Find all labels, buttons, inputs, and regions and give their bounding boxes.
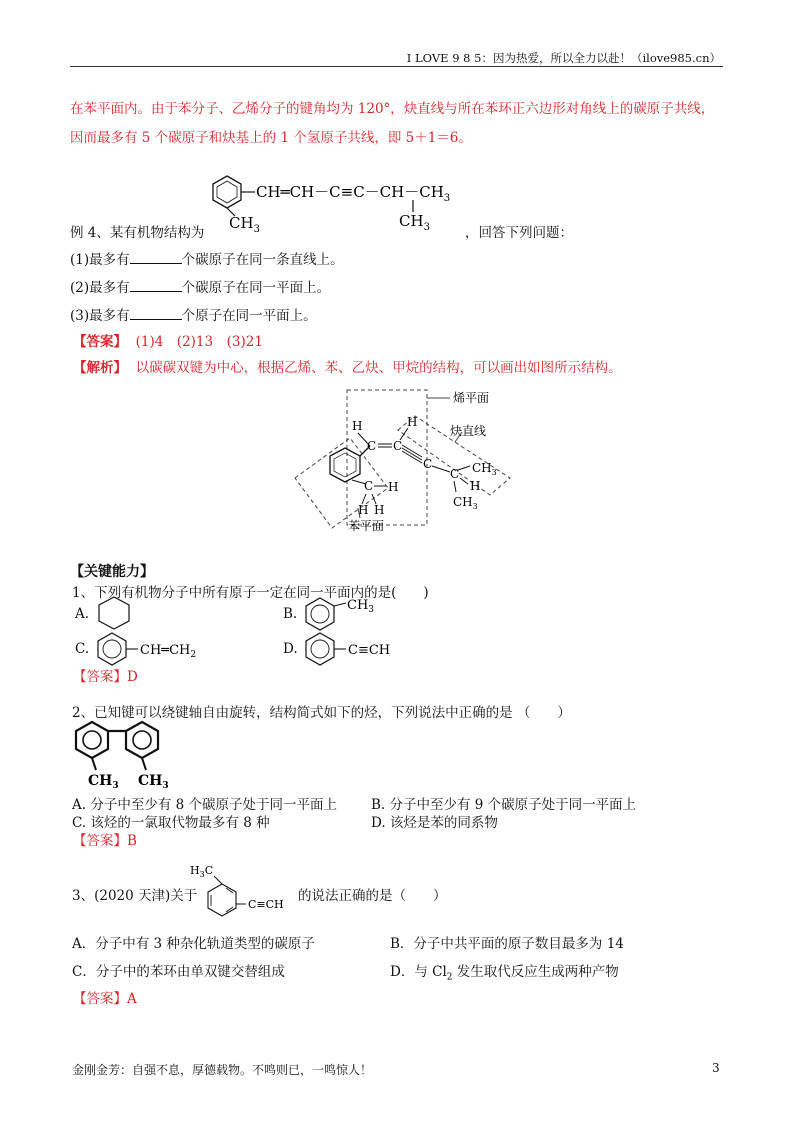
q1-option-c-label: C. <box>75 641 90 657</box>
q1-option-b-label: B. <box>283 606 298 622</box>
label-alkyne-line: 炔直线 <box>450 424 487 438</box>
svg-text:CH3: $CH_3$ <box>138 773 169 791</box>
formula-ring-methyl: $CH_3$ <box>229 214 260 235</box>
svg-text:C≡CH: C≡CH <box>348 643 391 658</box>
atom-h: H <box>407 415 418 429</box>
label-benzene-plane: 苯平面 <box>348 519 385 533</box>
q3-option-a: A．分子中有 3 种杂化轨道类型的碳原子 <box>72 936 315 952</box>
example4-analysis: 【解析】 以碳碳双键为中心，根据乙烯、苯、乙炔、甲烷的结构，可以画出如图所示结构。 <box>73 360 622 376</box>
svg-text:CH═CH2: $CH═CH_2$ <box>140 643 197 660</box>
q2-stem: 2、已知键可以绕键轴自由旋转，结构简式如下的烃，下列说法中正确的是 （ ） <box>72 705 571 721</box>
q1-option-b-structure <box>302 595 402 635</box>
q3-structure <box>188 862 298 926</box>
svg-text:CH3: $CH_3$ <box>347 598 375 615</box>
atom-ch3: $CH_3$ <box>453 495 478 511</box>
answer-blank[interactable] <box>130 251 182 264</box>
question-2: (2)最多有 个碳原子在同一平面上。 <box>70 280 331 296</box>
atom-h: H <box>352 419 363 433</box>
atom-c: C <box>423 457 433 471</box>
q2-structure <box>70 718 180 797</box>
header-rule <box>70 66 723 67</box>
planarity-diagram <box>290 380 515 540</box>
label-alkene-plane: 烯平面 <box>453 391 490 405</box>
formula-main-chain: $CH═CH-C\equiv C-CH-CH_3$ <box>256 183 451 204</box>
example4-stem-end: ，回答下列问题： <box>465 225 573 241</box>
atom-h: H <box>358 503 369 517</box>
page-header: I LOVE 9 8 5：因为热爱，所以全力以赴！（ilove985.cn） <box>406 51 721 65</box>
footer-motto: 金刚金芳：自强不息，厚德载物。不鸣则已，一鸣惊人！ <box>72 1063 373 1077</box>
q2-option-b: B. 分子中至少有 9 个碳原子处于同一平面上 <box>371 797 637 813</box>
q3-stem-end: 的说法正确的是（ ） <box>298 888 447 904</box>
example4-structure <box>205 170 495 235</box>
svg-text:C≡CH: C≡CH <box>248 898 284 911</box>
q2-option-c: C. 该烃的一氯取代物最多有 8 种 <box>72 815 270 831</box>
intro-line-1: 在苯平面内。由于苯分子、乙烯分子的键角均为 120°，炔直线与所在苯环正六边形对角线上的碳原子共线， <box>70 101 715 117</box>
q3-option-c: C．分子中的苯环由单双键交替组成 <box>72 964 285 980</box>
q2-option-a: A. 分子中至少有 8 个碳原子处于同一平面上 <box>72 797 338 813</box>
atom-c: C <box>367 439 377 453</box>
svg-text:CH3: $CH_3$ <box>88 773 119 791</box>
question-3: (3)最多有 个原子在同一平面上。 <box>70 308 317 324</box>
question-1: (1)最多有 个碳原子在同一条直线上。 <box>70 252 344 268</box>
q1-option-d-structure <box>302 630 422 670</box>
atom-ch3: $CH_3$ <box>472 461 497 477</box>
section-title: 【关键能力】 <box>70 564 154 580</box>
answer-blank[interactable] <box>130 307 182 320</box>
q3-stem-start: 3、(2020 天津)关于 <box>72 888 198 904</box>
answer-blank[interactable] <box>130 279 182 292</box>
q3-option-b: B．分子中共平面的原子数目最多为 14 <box>390 936 624 952</box>
atom-h: H <box>374 503 385 517</box>
example4-answer: 【答案】 (1)4 (2)13 (3)21 <box>73 334 263 350</box>
q3-answer: 【答案】A <box>73 991 137 1007</box>
intro-line-2: 因而最多有 5 个碳原子和炔基上的 1 个氢原子共线，即 5＋1＝6。 <box>70 130 472 146</box>
atom-c: C <box>393 439 403 453</box>
q2-answer: 【答案】B <box>73 833 137 849</box>
q1-answer: 【答案】D <box>73 669 138 685</box>
example4-stem: 例 4、某有机物结构为 <box>70 225 205 241</box>
atom-h: H <box>470 479 481 493</box>
atom-h: H <box>388 480 399 494</box>
formula-branch-methyl: $CH_3$ <box>399 212 430 233</box>
atom-c: C <box>364 479 374 493</box>
page-number: 3 <box>712 1061 720 1075</box>
q1-option-c-structure <box>94 630 234 670</box>
q2-option-d: D. 该烃是苯的同系物 <box>371 815 498 831</box>
q1-option-d-label: D. <box>283 641 298 657</box>
atom-c: C <box>450 467 460 481</box>
q1-stem: 1、下列有机物分子中所有原子一定在同一平面内的是( ) <box>72 585 429 601</box>
q3-option-d: D．与 $Cl_2$ 发生取代反应生成两种产物 <box>390 964 619 983</box>
q1-option-a-structure <box>94 595 134 635</box>
svg-text:H3C: $H_3C$ <box>190 864 214 879</box>
q1-option-a-label: A. <box>75 606 90 622</box>
